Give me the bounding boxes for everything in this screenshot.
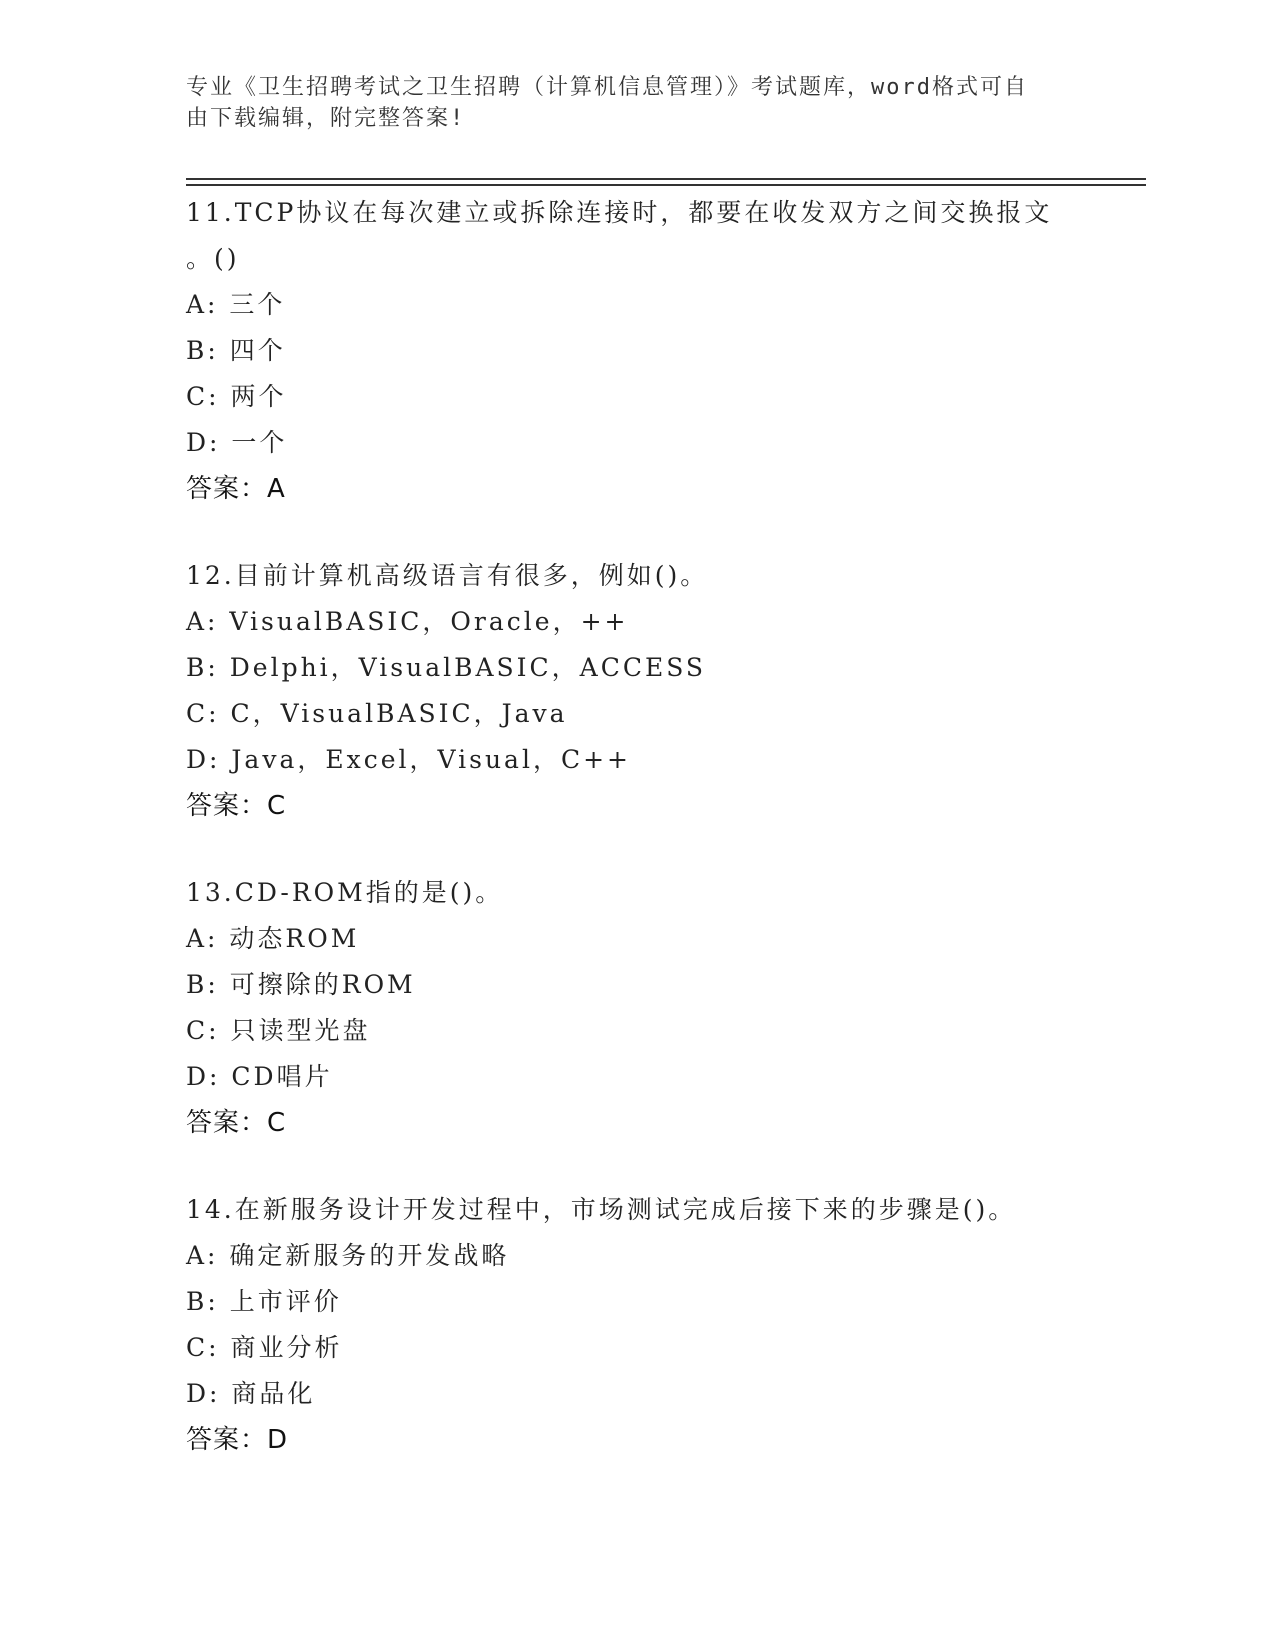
question-stem: 11.TCP协议在每次建立或拆除连接时，都要在收发双方之间交换报文 [186, 198, 1053, 227]
option-d: D: 商品化 [186, 1379, 316, 1408]
option-d: D: Java，Excel，Visual，C++ [186, 745, 631, 774]
question-list [186, 190, 1086, 1504]
answer-label: 答案：C [186, 1108, 287, 1138]
question-stem: 13.CD-ROM指的是()。 [186, 878, 504, 907]
header-line-1: 专业《卫生招聘考试之卫生招聘（计算机信息管理）》考试题库，word格式可自 [186, 75, 1028, 100]
option-b: B: Delphi，VisualBASIC，ACCESS [186, 653, 707, 682]
option-d: D: CD唱片 [186, 1062, 333, 1091]
answer-label: 答案：C [186, 791, 287, 821]
option-a: A: VisualBASIC，Oracle，++ [186, 607, 629, 636]
question-stem: 12.目前计算机高级语言有很多，例如()。 [186, 561, 709, 590]
question-14 [186, 1187, 1086, 1463]
option-a: A: 三个 [186, 290, 286, 319]
option-b: B: 上市评价 [186, 1287, 342, 1316]
option-c: C: C，VisualBASIC，Java [186, 699, 568, 728]
option-c: C: 商业分析 [186, 1333, 343, 1362]
option-d: D: 一个 [186, 428, 288, 457]
question-12 [186, 553, 1086, 829]
question-13 [186, 870, 1086, 1146]
question-stem-continuation: 。() [186, 244, 240, 273]
question-stem: 14.在新服务设计开发过程中，市场测试完成后接下来的步骤是()。 [186, 1195, 1017, 1224]
option-b: B: 四个 [186, 336, 286, 365]
option-c: C: 只读型光盘 [186, 1016, 371, 1045]
header-divider-top [186, 178, 1146, 180]
document-header [186, 72, 1086, 134]
header-line-2: 由下载编辑，附完整答案! [186, 106, 466, 131]
header-divider-bottom [186, 184, 1146, 186]
answer-label: 答案：A [186, 474, 286, 504]
option-b: B: 可擦除的ROM [186, 970, 416, 999]
question-11 [186, 190, 1086, 512]
option-a: A: 动态ROM [186, 924, 360, 953]
option-c: C: 两个 [186, 382, 287, 411]
answer-label: 答案：D [186, 1425, 289, 1455]
option-a: A: 确定新服务的开发战略 [186, 1241, 510, 1270]
